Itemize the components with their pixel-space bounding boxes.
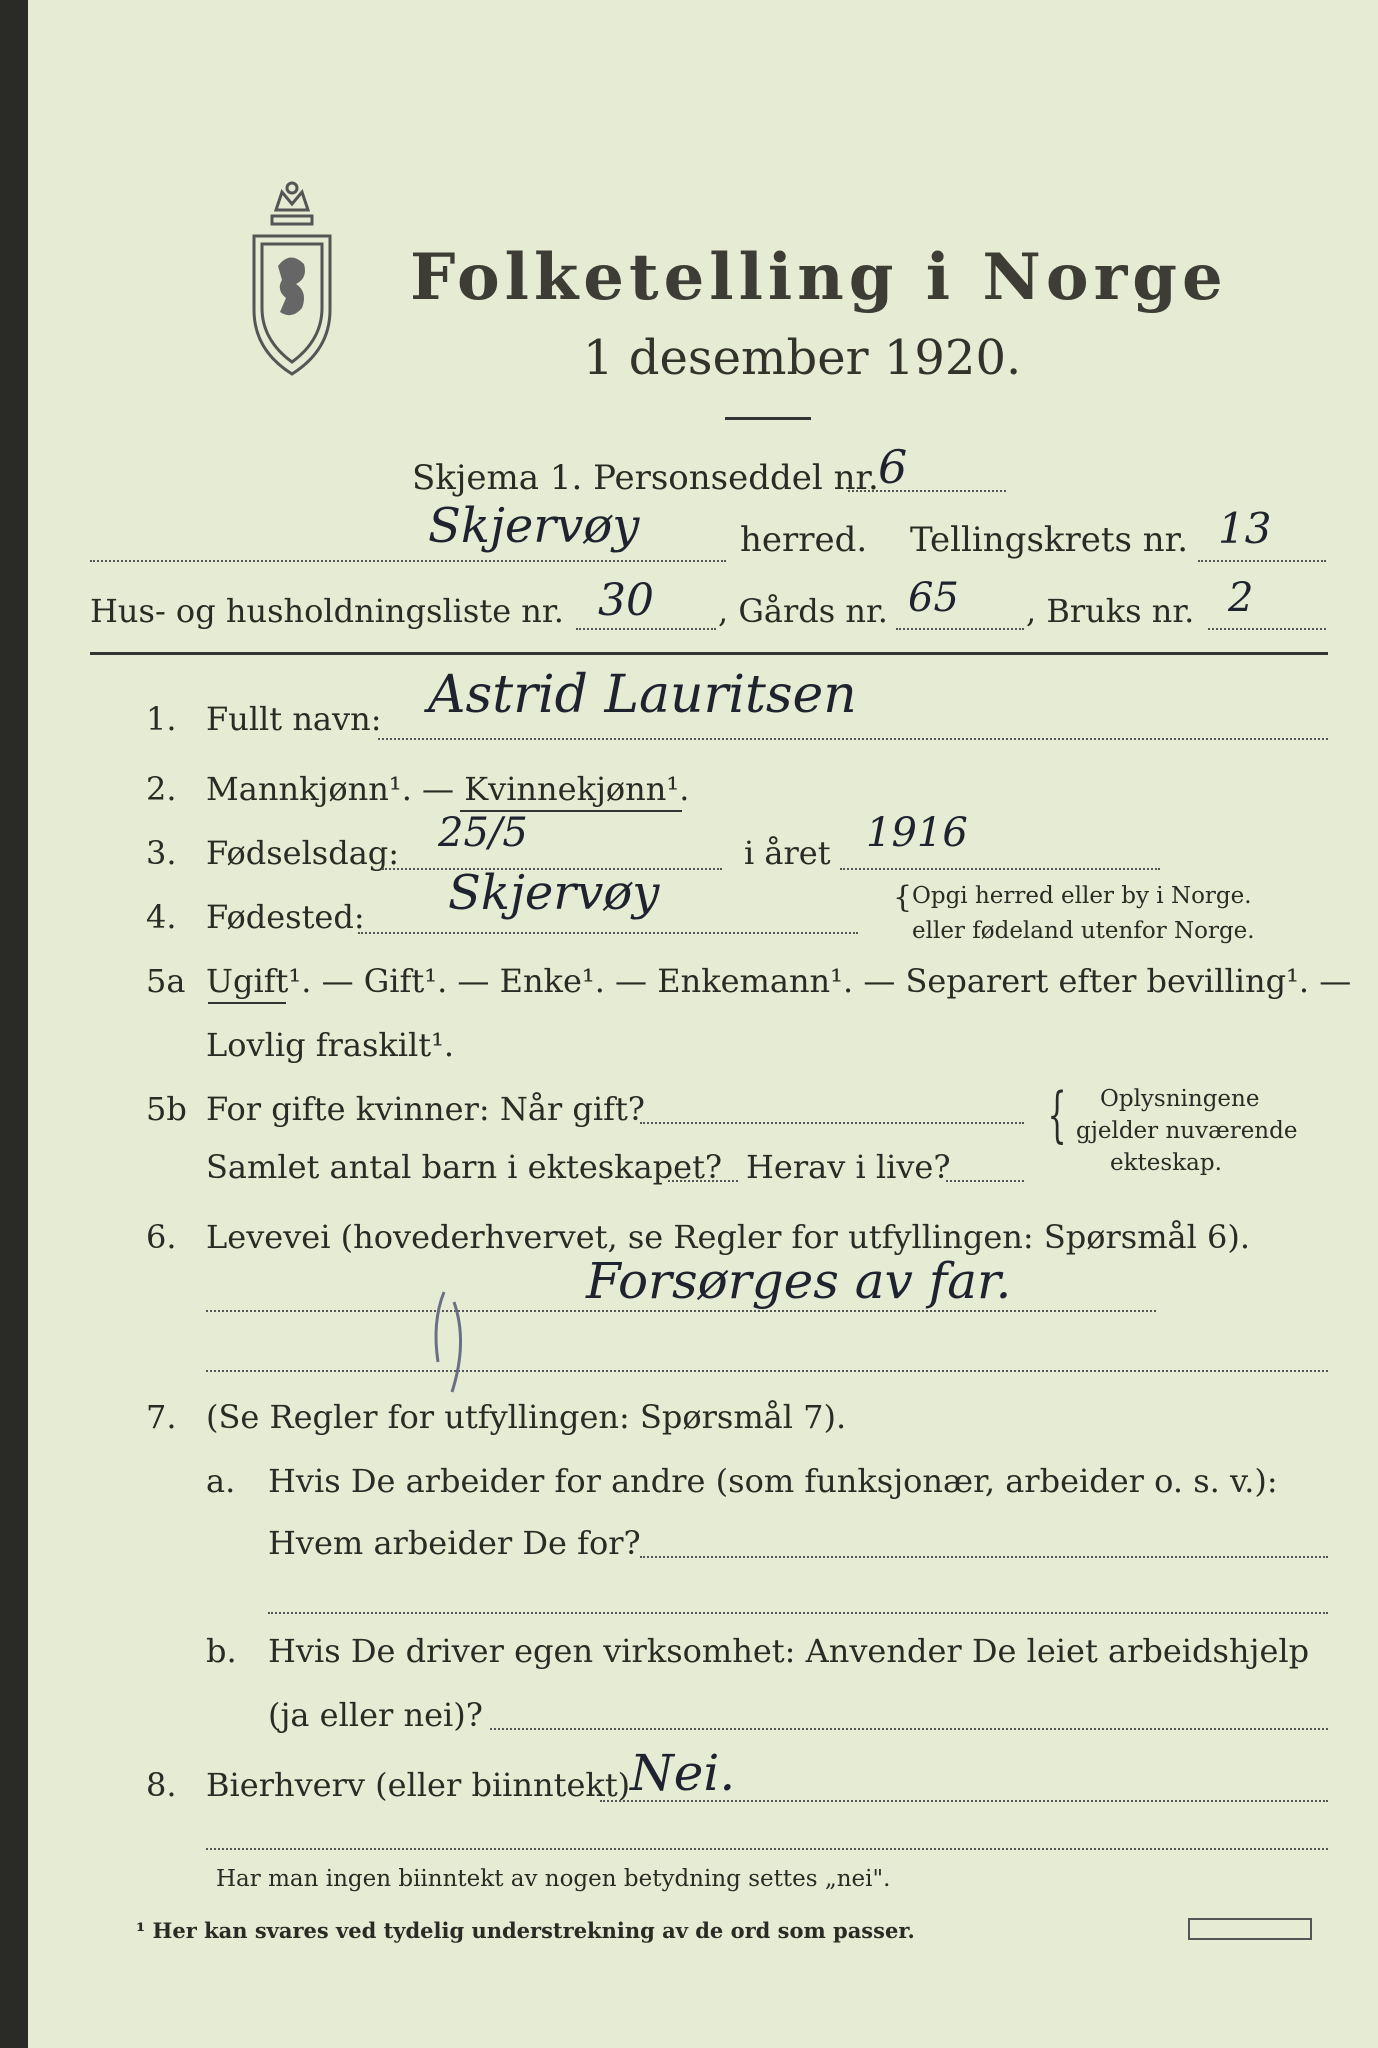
q6-number: 6.: [146, 1218, 177, 1256]
census-form: [28, 0, 1378, 2048]
q3-year-label: i året: [744, 834, 831, 872]
birthdate-value: 25/5: [438, 810, 528, 856]
footnote: ¹ Her kan svares ved tydelig understrekning av de ord som passer.: [136, 1918, 915, 1943]
schema-label: Skjema 1. Personseddel nr.: [412, 458, 879, 498]
norwegian-coat-of-arms-icon: [246, 180, 338, 380]
full-name-value: Astrid Lauritsen: [428, 665, 857, 725]
q7b-dotted-line: [490, 1728, 1328, 1730]
gard-dotted-line: [896, 628, 1024, 630]
occupation-value: Forsørges av far.: [586, 1252, 1012, 1310]
q5a-number: 5a: [146, 962, 186, 1000]
q7b-letter: b.: [206, 1632, 237, 1670]
q7a-dotted-line-2: [268, 1612, 1328, 1614]
birth-year-value: 1916: [866, 810, 968, 856]
q3-year-dotted-line: [840, 868, 1160, 870]
herred-value: Skjervøy: [428, 498, 640, 554]
q5b-note-1: Oplysningene: [1100, 1086, 1260, 1112]
q5b-note-3: ekteskap.: [1110, 1150, 1222, 1176]
q5b-label-1: For gifte kvinner: Når gift?: [206, 1090, 645, 1128]
gender-options: Mannkjønn¹. — Kvinnekjønn¹.: [206, 770, 690, 808]
q7b-line-2: (ja eller nei)?: [268, 1696, 483, 1734]
bruk-dotted-line: [1208, 628, 1326, 630]
q5b-married-dotted-line: [640, 1122, 1024, 1124]
ugift-underline: [208, 1002, 286, 1004]
q5b-note-2: gjelder nuværende: [1076, 1118, 1298, 1144]
q7-number: 7.: [146, 1398, 177, 1436]
q4-note-1: Opgi herred eller by i Norge.: [912, 883, 1252, 909]
title-divider: [725, 417, 811, 420]
marital-options-line-1: Ugift¹. — Gift¹. — Enke¹. — Enkemann¹. — Separert efter bevilling¹. —: [206, 962, 1352, 1000]
q4-label: Fødested:: [206, 898, 365, 936]
q1-label: Fullt navn:: [206, 700, 382, 738]
liste-value: 30: [598, 575, 654, 626]
bruk-label: , Bruks nr.: [1026, 592, 1195, 630]
q3-label: Fødselsdag:: [206, 834, 400, 872]
bruk-value: 2: [1228, 575, 1254, 621]
q6-dotted-line-1: [206, 1310, 1156, 1312]
q3-number: 3.: [146, 834, 177, 872]
herred-label: herred.: [740, 520, 868, 560]
side-income-value: Nei.: [630, 1744, 736, 1802]
q2-number: 2.: [146, 770, 177, 808]
q4-number: 4.: [146, 898, 177, 936]
census-date: 1 desember 1920.: [583, 330, 1022, 386]
form-title: Folketelling i Norge: [410, 240, 1228, 315]
birthplace-value: Skjervøy: [448, 865, 660, 921]
side-income-instruction: Har man ingen biinntekt av nogen betydning settes „nei".: [216, 1866, 891, 1892]
q5b-brace: {: [1047, 1080, 1067, 1150]
q8-number: 8.: [146, 1766, 177, 1804]
liste-dotted-line: [576, 628, 716, 630]
q5b-children-dotted-line: [668, 1180, 738, 1182]
q7b-line-1: Hvis De driver egen virksomhet: Anvender De leiet arbeidshjelp: [268, 1632, 1310, 1670]
q5b-alive-dotted-line: [946, 1180, 1024, 1182]
q6-dotted-line-2: [206, 1370, 1328, 1372]
q8-dotted-line: [600, 1800, 1328, 1802]
printer-stamp: [1188, 1918, 1312, 1940]
q7a-line-2: Hvem arbeider De for?: [268, 1524, 641, 1562]
q5b-number: 5b: [146, 1090, 187, 1128]
q1-number: 1.: [146, 700, 177, 738]
herred-dotted-line: [90, 560, 726, 562]
gard-label: , Gårds nr.: [718, 592, 888, 630]
q1-dotted-line: [378, 738, 1328, 740]
header-rule: [90, 652, 1328, 655]
q4-note-2: eller fødeland utenfor Norge.: [912, 918, 1255, 944]
schema-number: 6: [878, 440, 908, 494]
q4-dotted-line: [358, 932, 858, 934]
tellingskrets-value: 13: [1218, 504, 1272, 553]
marital-options-line-2: Lovlig fraskilt¹.: [206, 1026, 455, 1064]
q8-label: Bierhverv (eller biinntekt): [206, 1766, 631, 1804]
schema-dotted-line: [848, 490, 1006, 492]
q7a-line-1: Hvis De arbeider for andre (som funksjonær, arbeider o. s. v.):: [268, 1462, 1278, 1500]
tellingskrets-dotted-line: [1198, 560, 1326, 562]
q7a-dotted-line-1: [640, 1556, 1328, 1558]
occupation-code-mark: [424, 1282, 484, 1402]
q7a-letter: a.: [206, 1462, 236, 1500]
q4-brace: {: [893, 880, 913, 915]
q5b-label-3: Herav i live?: [746, 1148, 951, 1186]
gard-value: 65: [908, 575, 959, 621]
liste-label: Hus- og husholdningsliste nr.: [90, 592, 564, 630]
tellingskrets-label: Tellingskrets nr.: [910, 520, 1189, 560]
q7-label: (Se Regler for utfyllingen: Spørsmål 7).: [206, 1398, 847, 1436]
q5b-label-2: Samlet antal barn i ekteskapet?: [206, 1148, 723, 1186]
q8-dotted-line-2: [206, 1848, 1328, 1850]
q6-label: Levevei (hovederhvervet, se Regler for utfyllingen: Spørsmål 6).: [206, 1218, 1251, 1256]
